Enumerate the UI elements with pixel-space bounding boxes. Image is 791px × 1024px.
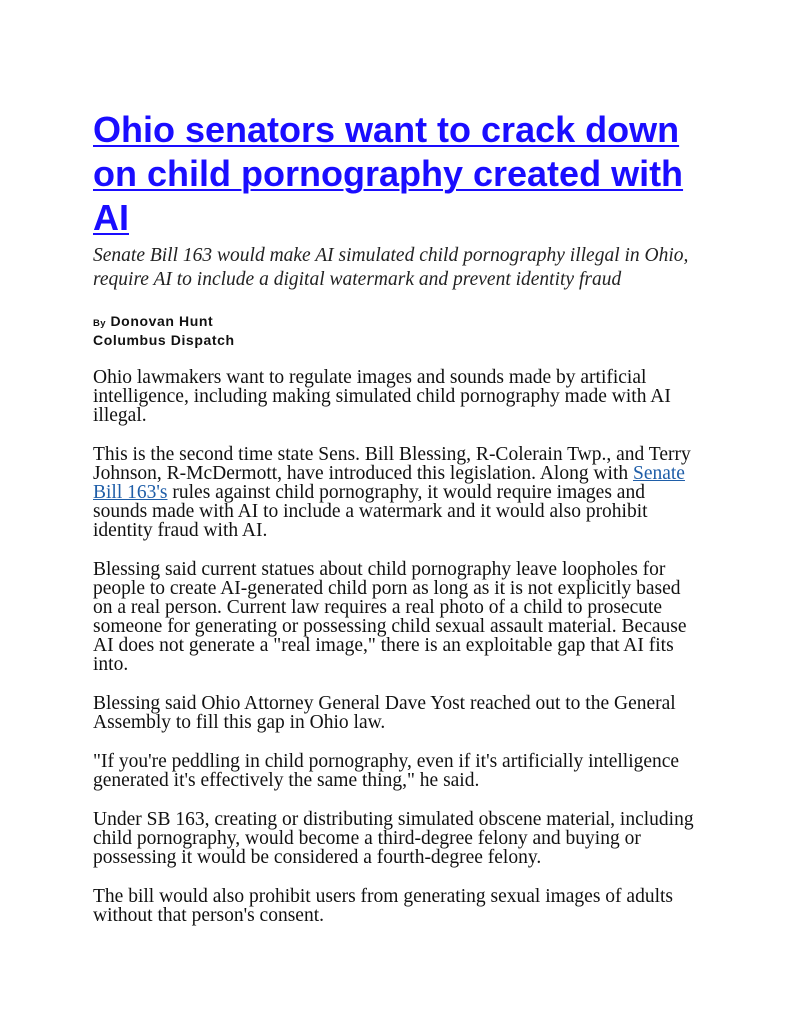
paragraph-2 <box>93 445 703 540</box>
publication-name: Columbus Dispatch <box>93 332 235 348</box>
paragraph-2-text-after: rules against child pornography, it would require images and sounds made with AI to include a watermark and it would also prohibit identity fraud with AI. <box>93 482 648 541</box>
headline-link[interactable]: Ohio senators want to crack down on child pornography created with AI <box>93 109 684 238</box>
byline-prefix: By <box>93 318 106 329</box>
paragraph-4: Blessing said Ohio Attorney General Dave Yost reached out to the General Assembly to fill this gap in Ohio law. <box>93 693 676 733</box>
senate-bill-163-link[interactable]: Senate Bill 163's <box>93 463 685 503</box>
article-page <box>93 108 703 945</box>
subheadline: Senate Bill 163 would make AI simulated child pornography illegal in Ohio, require AI to include a digital watermark and prevent identity fraud <box>93 245 689 290</box>
paragraph-3: Blessing said current statues about child pornography leave loopholes for people to create AI-generated child porn as long as it is not explicitly based on a real person. Current law requires a real photo of a child to prosecute someone for generating or possessing child sexual assault material. Because AI does not generate a "real image," there is an exploitable gap that AI fits into. <box>93 559 687 675</box>
paragraph-6: Under SB 163, creating or distributing simulated obscene material, including child pornography, would become a third-degree felony and buying or possessing it would be considered a fourth-degree felony. <box>93 809 694 868</box>
byline <box>93 313 703 349</box>
paragraph-1: Ohio lawmakers want to regulate images and sounds made by artificial intelligence, including making simulated child pornography made with AI illegal. <box>93 367 671 426</box>
paragraph-2-text-before: This is the second time state Sens. Bill Blessing, R-Colerain Twp., and Terry Johnson, R-McDermott, have introduced this legislation. Along with <box>93 444 691 484</box>
author-name: Donovan Hunt <box>110 313 214 329</box>
paragraph-5: "If you're peddling in child pornography, even if it's artificially intelligence generated it's effectively the same thing," he said. <box>93 751 680 791</box>
byline-author-line <box>93 313 703 332</box>
article-body <box>93 368 703 925</box>
headline <box>93 108 703 240</box>
paragraph-7: The bill would also prohibit users from generating sexual images of adults without that person's consent. <box>93 886 674 926</box>
